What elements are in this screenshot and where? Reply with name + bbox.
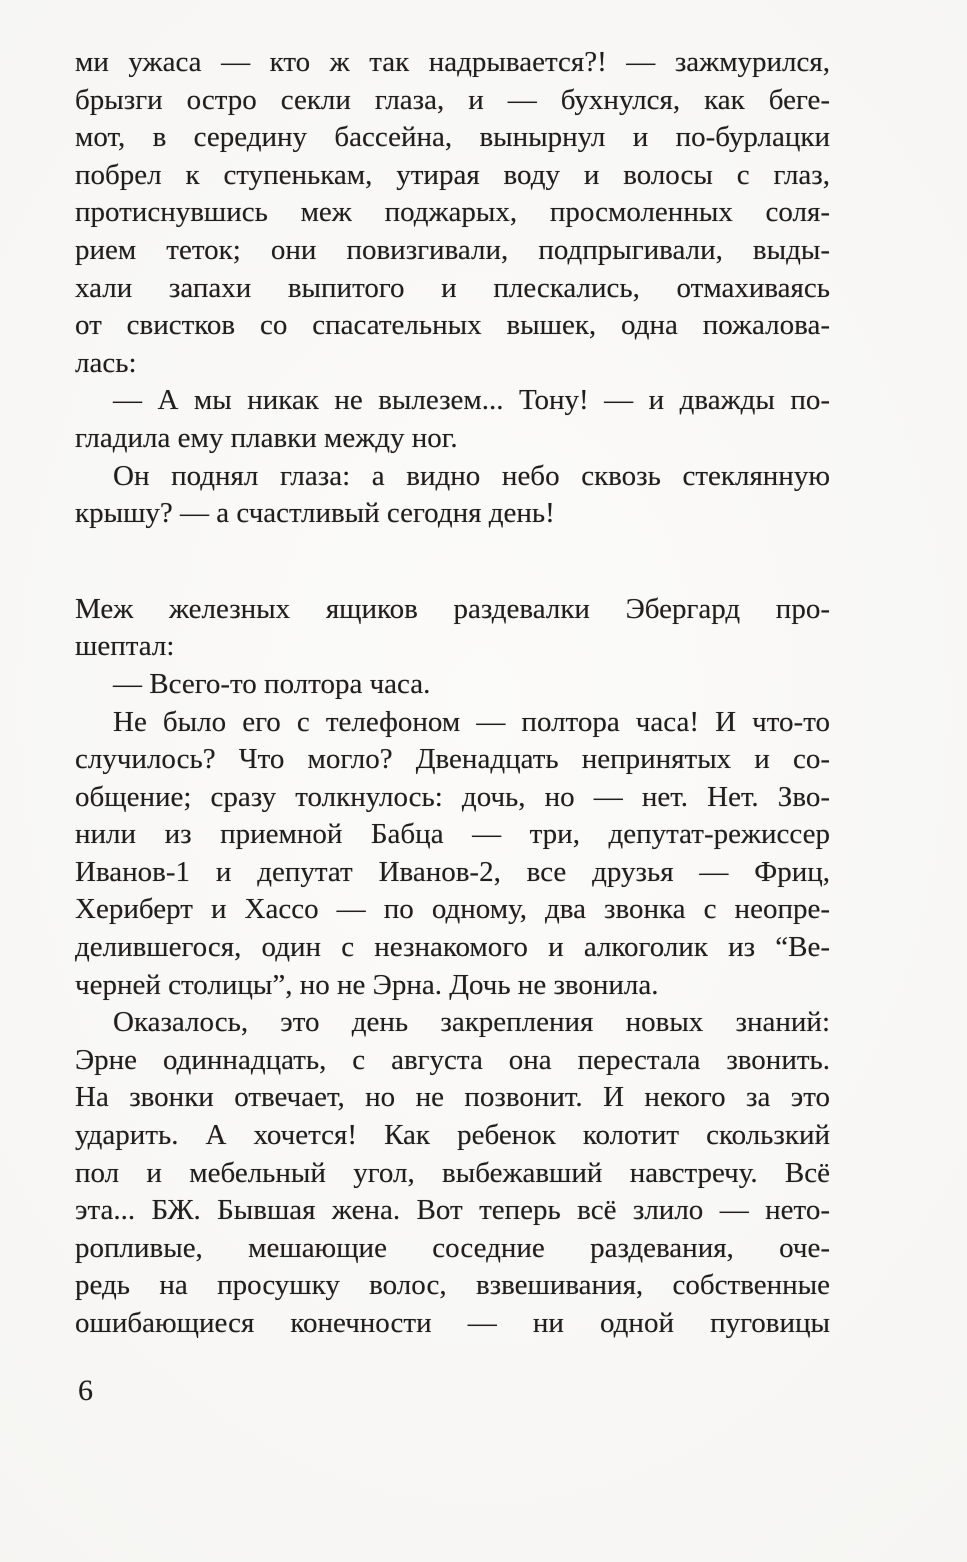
text-line: ми ужаса — кто ж так надрывается?! — зажмурился, xyxy=(75,46,830,78)
text-line: — А мы никак не вылезем... Тону! — и дважды по- xyxy=(113,384,830,417)
text-line: шептал: xyxy=(75,630,175,663)
text-line: Хериберт и Хассо — по одному, два звонка с неопре- xyxy=(75,893,830,926)
text-line: Оказалось, это день закрепления новых знаний: xyxy=(113,1006,830,1039)
text-line: от свистков со спасательных вышек, одна пожалова- xyxy=(75,309,830,342)
text-line: лась: xyxy=(75,346,137,379)
paragraph xyxy=(75,704,830,1005)
page-number: 6 xyxy=(78,1374,93,1407)
text-line: хали запахи выпитого и плескались, отмахиваясь xyxy=(75,271,830,304)
text-line: Меж железных ящиков раздевалки Эбергард про- xyxy=(75,592,830,625)
paragraph-dialogue xyxy=(75,666,830,704)
paragraph xyxy=(75,458,830,533)
text-line: случилось? Что могло? Двенадцать непринятых и со- xyxy=(75,743,830,776)
text-line: крышу? — а счастливый сегодня день! xyxy=(75,497,555,530)
text-line: мот, в середину бассейна, вынырнул и по-бурлацки xyxy=(75,121,830,154)
paragraph-dialogue xyxy=(75,382,830,457)
text-line: пол и мебельный угол, выбежавший навстречу. Всё xyxy=(75,1156,830,1189)
text-line: редь на просушку волос, взвешивания, собственные xyxy=(75,1269,830,1302)
text-line: ошибающиеся конечности — ни одной пуговицы xyxy=(75,1307,830,1339)
text-block xyxy=(75,44,830,1343)
text-line: черней столицы”, но не Эрна. Дочь не звонила. xyxy=(75,968,659,1001)
text-line: общение; сразу толкнулось: дочь, но — нет. Нет. Зво- xyxy=(75,780,830,813)
text-line: брызги остро секли глаза, и — бухнулся, как беге- xyxy=(75,83,830,116)
paragraph-continued xyxy=(75,44,830,382)
paragraph xyxy=(75,1004,830,1342)
text-line: На звонки отвечает, но не позвонит. И некого за это xyxy=(75,1081,830,1114)
text-line: гладила ему плавки между ног. xyxy=(75,421,458,454)
text-line: Эрне одиннадцать, с августа она перестала звонить. xyxy=(75,1043,830,1076)
text-line: рием теток; они повизгивали, подпрыгивали, выды- xyxy=(75,233,830,266)
text-line: нили из приемной Бабца — три, депутат-режиссер xyxy=(75,818,830,851)
text-line: делившегося, один с незнакомого и алкоголик из “Ве- xyxy=(75,931,830,964)
text-line: Иванов-1 и депутат Иванов-2, все друзья — Фриц, xyxy=(75,855,830,888)
text-line: ропливые, мешающие соседние раздевания, оче- xyxy=(75,1231,830,1264)
text-line: протиснувшись меж поджарых, просмоленных соля- xyxy=(75,196,830,229)
text-line: Он поднял глаза: а видно небо сквозь стеклянную xyxy=(113,459,830,492)
text-line: — Всего-то полтора часа. xyxy=(113,667,431,700)
text-line: ударить. А хочется! Как ребенок колотит скользкий xyxy=(75,1119,830,1152)
text-line: Не было его с телефоном — полтора часа! И что-то xyxy=(113,705,830,738)
text-line: побрел к ступенькам, утирая воду и волосы с глаз, xyxy=(75,158,830,191)
text-line: эта... БЖ. Бывшая жена. Вот теперь всё злило — нето- xyxy=(75,1194,830,1227)
paragraph-new-section xyxy=(75,591,830,666)
